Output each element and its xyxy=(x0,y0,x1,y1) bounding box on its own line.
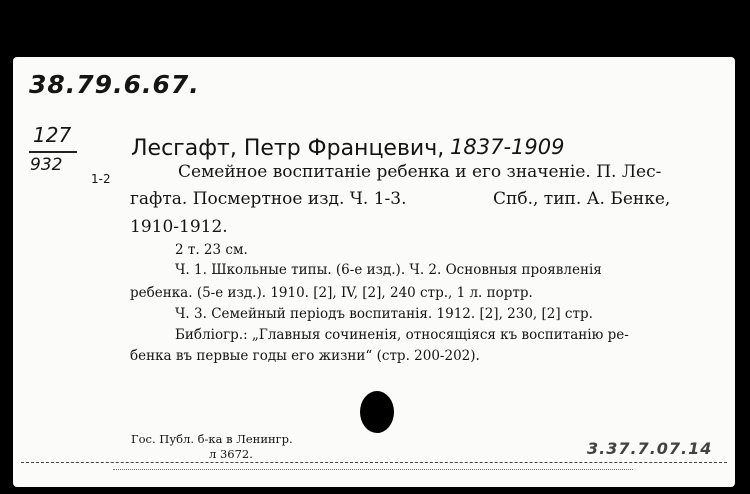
title-line-1: Семейное воспитаніе ребенка и его значеніе. П. Лес- xyxy=(178,162,662,182)
shelf-mark-top: 127 xyxy=(33,123,72,147)
note-line-5: бенка въ первые годы его жизни“ (стр. 200-202). xyxy=(130,348,480,364)
author-life-dates: 1837-1909 xyxy=(450,135,565,159)
title-line-2: гафта. Посмертное изд. Ч. 1-3. xyxy=(130,189,407,209)
publisher-place: Спб., тип. А. Бенке, xyxy=(493,189,671,209)
note-line-2: ребенка. (5-е изд.). 1910. [2], IV, [2], 240 стр., 1 л. портр. xyxy=(130,285,533,301)
catalog-card xyxy=(13,57,735,487)
publication-years: 1910-1912. xyxy=(130,217,228,237)
punch-hole xyxy=(360,391,394,433)
dashed-rule xyxy=(21,462,727,463)
note-line-1: Ч. 1. Школьные типы. (6-е изд.). Ч. 2. Основныя проявленія xyxy=(175,262,602,278)
call-number: 38.79.6.67. xyxy=(29,70,200,99)
shelf-mark-volumes: 1-2 xyxy=(91,172,111,186)
dotted-rule xyxy=(113,469,633,470)
shelf-mark-bottom: 932 xyxy=(30,155,63,175)
printer-line-1: Гос. Публ. б-ка в Ленингр. xyxy=(131,432,293,446)
physical-description: 2 т. 23 см. xyxy=(175,242,248,258)
shelf-mark-divider xyxy=(29,151,77,153)
note-line-4: Библіогр.: „Главныя сочиненія, относящіяся къ воспитанію ре- xyxy=(175,327,629,343)
printer-line-2: л 3672. xyxy=(209,447,253,461)
author-heading: Лесгафт, Петр Францевич, xyxy=(131,136,445,161)
note-line-3: Ч. 3. Семейный періодъ воспитанія. 1912. [2], 230, [2] стр. xyxy=(175,306,593,322)
inventory-stamp: 3.37.7.07.14 xyxy=(587,439,713,458)
